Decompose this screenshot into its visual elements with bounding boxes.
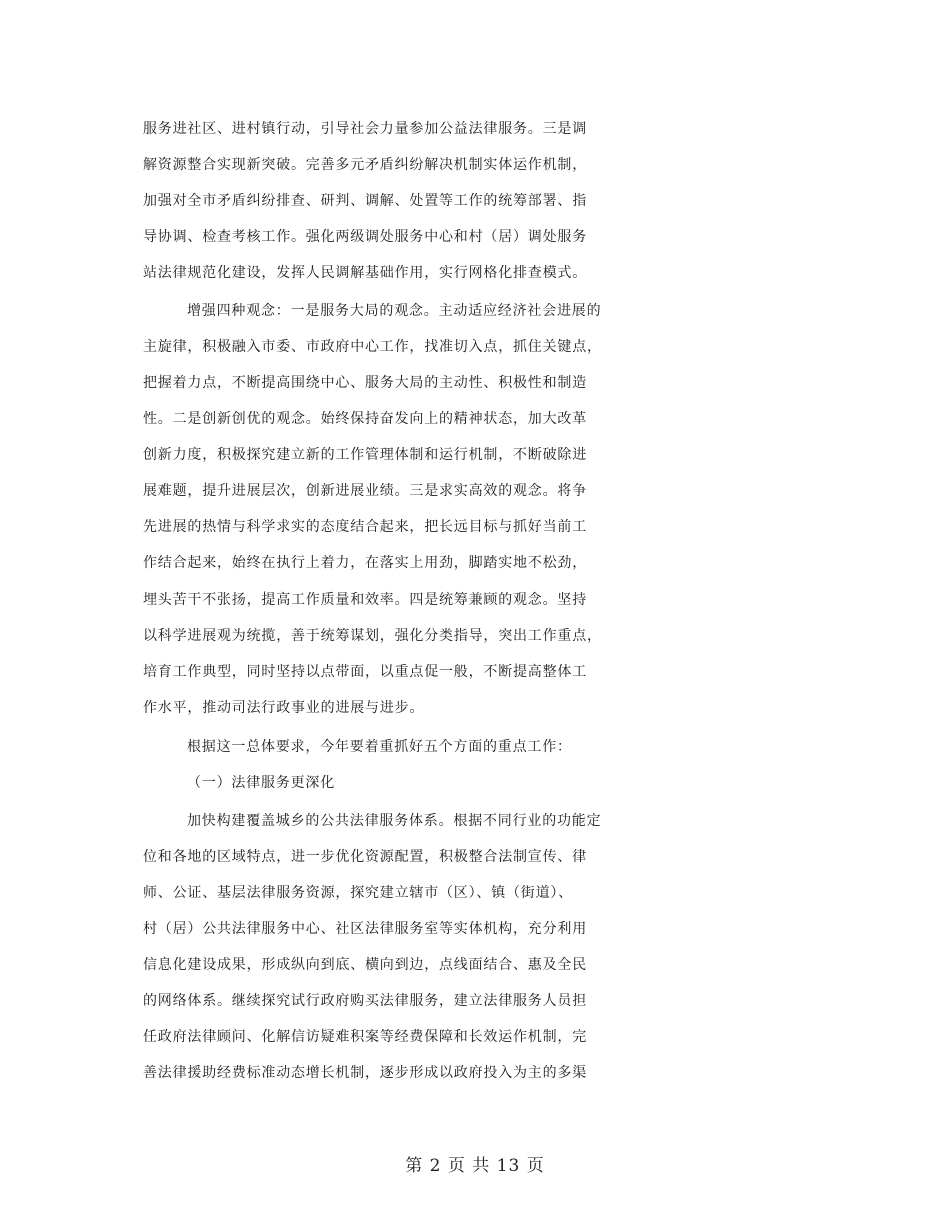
text-line: 任政府法律顾问、化解信访疑难积案等经费保障和长效运作机制，完	[143, 1029, 587, 1045]
text-line: 善法律援助经费标准动态增长机制，逐步形成以政府投入为主的多渠	[143, 1065, 587, 1081]
text-line: 站法律规范化建设，发挥人民调解基础作用，实行网格化排查模式。	[143, 265, 587, 281]
text-line: 解资源整合实现新突破。完善多元矛盾纠纷解决机制实体运作机制，	[143, 157, 587, 173]
text-line: 师、公证、基层法律服务资源，探究建立辖市（区）、镇（街道）、	[143, 885, 573, 901]
text-line: 创新力度，积极探究建立新的工作管理体制和运行机制，不断破除进	[143, 447, 587, 463]
paragraph-first-line: 根据这一总体要求，今年要着重抓好五个方面的重点工作：	[187, 739, 572, 755]
text-line: 以科学进展观为统揽，善于统筹谋划，强化分类指导，突出工作重点，	[143, 628, 602, 644]
text-line: 把握着力点，不断提高围绕中心、服务大局的主动性、积极性和制造	[143, 375, 587, 391]
text-line: 埋头苦干不张扬，提高工作质量和效率。四是统筹兼顾的观念。坚持	[143, 592, 587, 608]
text-line: 作结合起来，始终在执行上着力，在落实上用劲，脚踏实地不松劲，	[143, 555, 587, 571]
text-line: 导协调、检查考核工作。强化两级调处服务中心和村（居）调处服务	[143, 229, 587, 245]
paragraph-first-line: 加快构建覆盖城乡的公共法律服务体系。根据不同行业的功能定	[187, 813, 602, 829]
text-line: 培育工作典型，同时坚持以点带面，以重点促一般，不断提高整体工	[143, 664, 587, 680]
text-line: 的网络体系。继续探究试行政府购买法律服务，建立法律服务人员担	[143, 993, 587, 1009]
text-line: 信息化建设成果，形成纵向到底、横向到边，点线面结合、惠及全民	[143, 957, 587, 973]
text-line: 服务进社区、进村镇行动，引导社会力量参加公益法律服务。三是调	[143, 121, 587, 137]
paragraph-first-line: 增强四种观念：一是服务大局的观念。主动适应经济社会进展的	[187, 303, 602, 319]
text-line: 主旋律，积极融入市委、市政府中心工作，找准切入点，抓住关键点，	[143, 339, 602, 355]
text-line: 加强对全市矛盾纠纷排查、研判、调解、处置等工作的统筹部署、指	[143, 193, 587, 209]
text-line: 村（居）公共法律服务中心、社区法律服务室等实体机构，充分利用	[143, 921, 587, 937]
text-line: 展难题，提升进展层次，创新进展业绩。三是求实高效的观念。将争	[143, 483, 587, 499]
text-line: 性。二是创新创优的观念。始终保持奋发向上的精神状态，加大改革	[143, 411, 587, 427]
text-line: 先进展的热情与科学求实的态度结合起来，把长远目标与抓好当前工	[143, 519, 587, 535]
page-footer: 第 2 页 共 13 页	[405, 1156, 545, 1176]
section-heading: （一）法律服务更深化	[187, 775, 335, 791]
text-line: 位和各地的区域特点，进一步优化资源配置，积极整合法制宣传、律	[143, 849, 587, 865]
text-line: 作水平，推动司法行政事业的进展与进步。	[143, 700, 425, 716]
